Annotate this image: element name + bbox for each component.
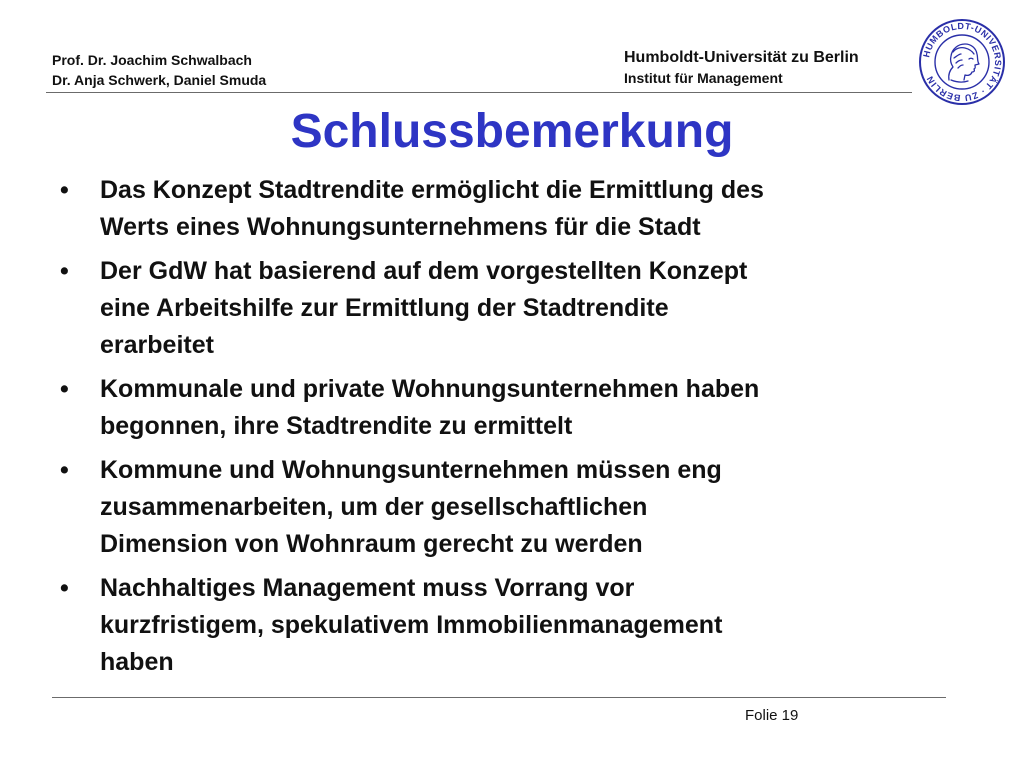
author-block bbox=[52, 50, 266, 90]
institute-name: Institut für Management bbox=[624, 70, 783, 86]
list-item bbox=[58, 452, 958, 563]
bullet-line: eine Arbeitshilfe zur Ermittlung der Stadtrendite bbox=[100, 294, 669, 322]
author-line-1: Prof. Dr. Joachim Schwalbach bbox=[52, 52, 252, 68]
institution-block bbox=[624, 47, 859, 89]
bullet-line: Werts eines Wohnungsunternehmens für die Stadt bbox=[100, 213, 701, 241]
bullet-line: Das Konzept Stadtrendite ermöglicht die Ermittlung des bbox=[100, 176, 764, 204]
bullet-list bbox=[58, 172, 958, 688]
header-divider bbox=[46, 92, 912, 93]
bullet-line: Nachhaltiges Management muss Vorrang vor bbox=[100, 574, 635, 602]
list-item bbox=[58, 253, 958, 364]
bullet-line: Kommune und Wohnungsunternehmen müssen eng bbox=[100, 456, 722, 484]
bullet-line: zusammenarbeiten, um der gesellschaftlichen bbox=[100, 493, 648, 521]
bullet-icon: • bbox=[60, 574, 69, 602]
bullet-line: erarbeitet bbox=[100, 331, 214, 359]
bullet-line: kurzfristigem, spekulativem Immobilienmanagement bbox=[100, 611, 723, 639]
bullet-line: haben bbox=[100, 648, 174, 676]
bullet-line: Der GdW hat basierend auf dem vorgestellten Konzept bbox=[100, 257, 748, 285]
bullet-line: Kommunale und private Wohnungsunternehmen haben bbox=[100, 375, 760, 403]
bullet-icon: • bbox=[60, 257, 69, 285]
bullet-icon: • bbox=[60, 456, 69, 484]
university-seal-icon bbox=[918, 18, 1006, 106]
bullet-line: Dimension von Wohnraum gerecht zu werden bbox=[100, 530, 643, 558]
list-item bbox=[58, 172, 958, 246]
list-item bbox=[58, 570, 958, 681]
page-number: Folie 19 bbox=[745, 707, 799, 724]
author-line-2: Dr. Anja Schwerk, Daniel Smuda bbox=[52, 72, 267, 88]
bullet-icon: • bbox=[60, 375, 69, 403]
bullet-icon: • bbox=[60, 176, 69, 204]
bullet-line: begonnen, ihre Stadtrendite zu ermittelt bbox=[100, 412, 573, 440]
seal-text: HUMBOLDT-UNIVERSITÄT · ZU BERLIN bbox=[921, 20, 1004, 104]
slide-title: Schlussbemerkung bbox=[290, 105, 734, 158]
university-name: Humboldt-Universität zu Berlin bbox=[624, 49, 859, 66]
footer-divider bbox=[52, 697, 946, 698]
list-item bbox=[58, 371, 958, 445]
